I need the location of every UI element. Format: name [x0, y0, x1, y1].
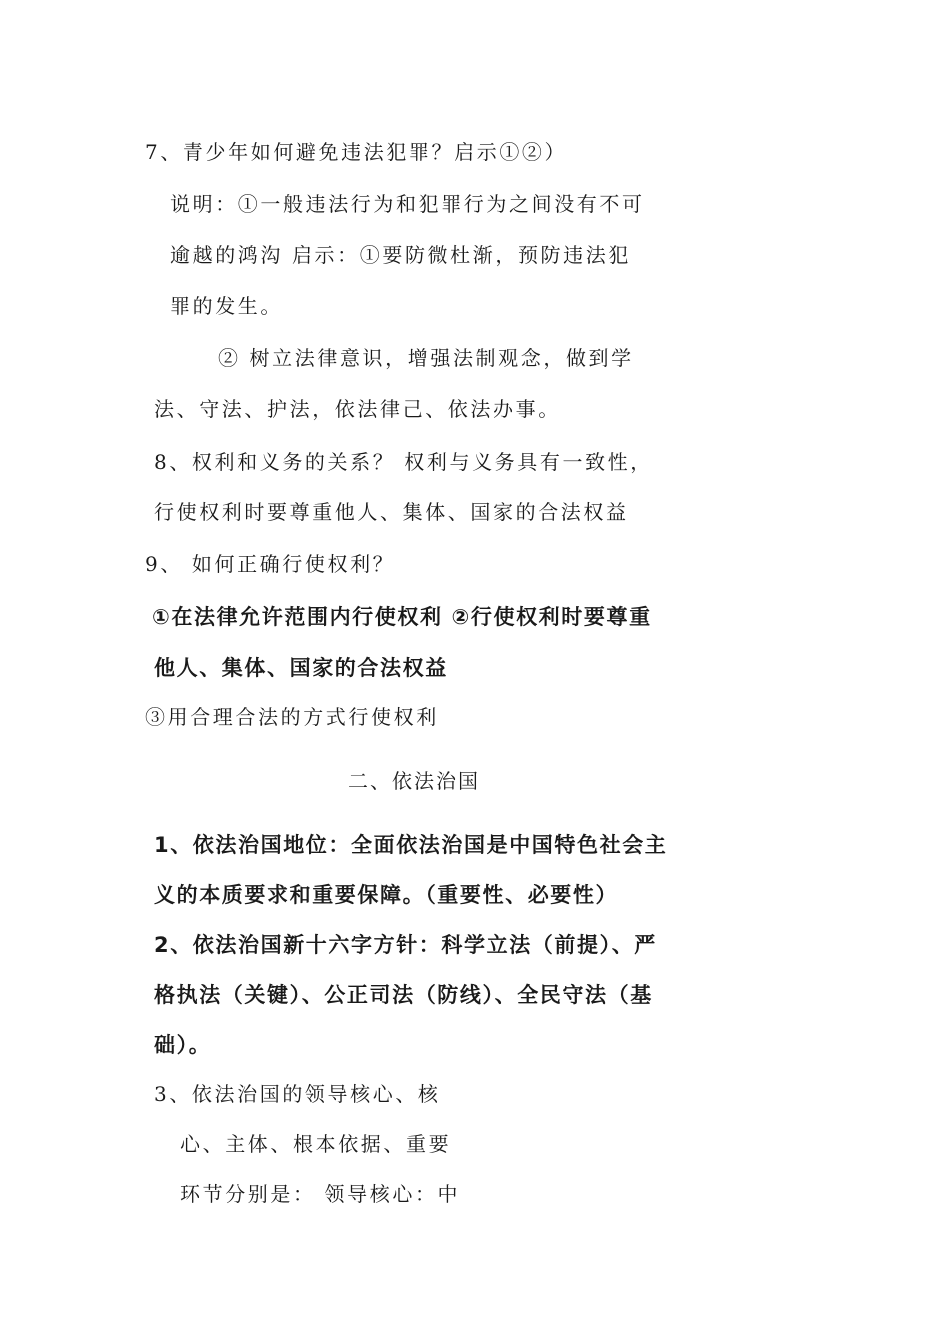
q8-line-1: 8、权利和义务的关系？ 权利与义务具有一致性，	[154, 450, 653, 474]
q7-explain-line-3: 罪的发生。	[170, 294, 283, 318]
q9-answer-line-2: 他人、集体、国家的合法权益	[154, 656, 448, 680]
q7-point2-line-1: ② 树立法律意识，增强法制观念，做到学	[218, 346, 634, 370]
section-p2-line-3: 础）。	[154, 1033, 212, 1057]
q9-answer-line-3: ③用合理合法的方式行使权利	[145, 705, 439, 729]
section-p1-line-2: 义的本质要求和重要保障。（重要性、必要性）	[154, 883, 619, 907]
section-p2-line-2: 格执法（关键）、公正司法（防线）、全民守法（基	[154, 983, 653, 1007]
q8-line-2: 行使权利时要尊重他人、集体、国家的合法权益	[154, 500, 629, 524]
section-p3-line-1: 3、依法治国的领导核心、核	[154, 1082, 441, 1106]
section-p3-line-2: 心、主体、根本依据、重要	[180, 1132, 452, 1156]
section-p3-line-3: 环节分别是： 领导核心：中	[180, 1182, 461, 1206]
q7-explain-line-1: 说明：①一般违法行为和犯罪行为之间没有不可	[170, 192, 645, 216]
q9-title: 9、 如何正确行使权利？	[145, 552, 396, 576]
q7-point2-line-2: 法、守法、护法，依法律己、依法办事。	[154, 397, 561, 421]
section-p1-line-1: 1、依法治国地位：全面依法治国是中国特色社会主	[154, 833, 668, 857]
q9-answer-line-1: ①在法律允许范围内行使权利 ②行使权利时要尊重	[152, 605, 652, 629]
q7-title: 7、青少年如何避免违法犯罪？启示①②）	[145, 140, 568, 164]
section-heading: 二、依法治国	[348, 769, 480, 793]
section-p2-line-1: 2、依法治国新十六字方针：科学立法（前提）、严	[154, 933, 657, 957]
q7-explain-line-2: 逾越的鸿沟 启示：①要防微杜渐，预防违法犯	[170, 243, 631, 267]
